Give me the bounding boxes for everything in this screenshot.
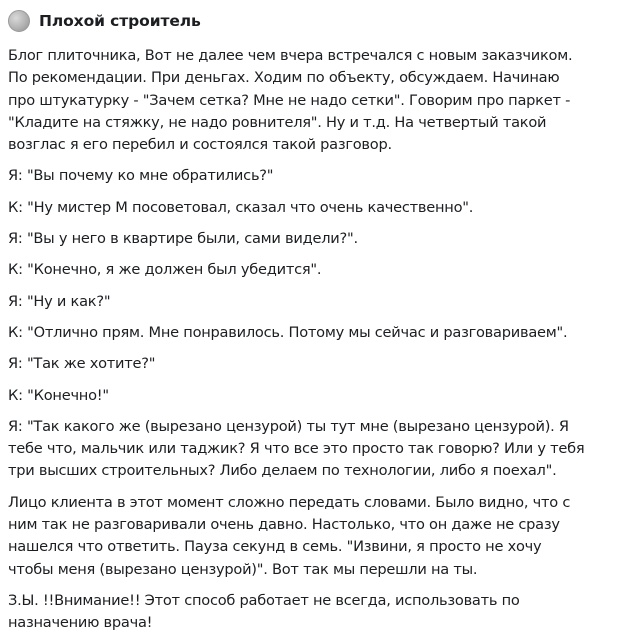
text-line: Я: "Так какого же (вырезано цензурой) ты тут мне (вырезано цензурой). Я — [8, 417, 569, 435]
text-line: чтобы меня (вырезано цензурой)". Вот так мы перешли на ты. — [8, 560, 478, 578]
text-line: Блог плиточника, Вот не далее чем вчера встречался с новым заказчиком. — [8, 47, 573, 64]
post-paragraph — [8, 590, 638, 635]
author-name[interactable]: Плохой строитель — [39, 12, 201, 30]
text-line: К: "Ну мистер М посоветовал, сказал что очень качественно". — [8, 198, 474, 216]
text-line: З.Ы. !!Внимание!! Этот способ работает не всегда, использовать по — [8, 591, 520, 609]
text-line: про штукатурку - "Зачем сетка? Мне не надо сетки". Говорим про паркет - — [8, 91, 571, 109]
text-line: тебе что, мальчик или таджик? Я что все это просто так говорю? Или у тебя — [8, 440, 585, 458]
post-paragraph — [8, 259, 638, 281]
text-line: Я: "Ну и как?" — [8, 292, 111, 310]
text-line: "Кладите на стяжку, не надо ровнителя". Ну и т.д. На четвертый такой — [8, 113, 547, 131]
text-line: К: "Конечно, я же должен был убедится". — [8, 261, 322, 279]
avatar[interactable] — [8, 10, 30, 32]
text-line: нашелся что ответить. Пауза секунд в семь. "Извини, я просто не хочу — [8, 538, 542, 556]
post-paragraph — [8, 197, 638, 219]
text-line: Лицо клиента в этот момент сложно передать словами. Было видно, что с — [8, 493, 571, 511]
text-line: возглас я его перебил и состоялся такой разговор. — [8, 136, 392, 154]
text-line: К: "Конечно!" — [8, 386, 109, 404]
text-line: По рекомендации. При деньгах. Ходим по объекту, обсуждаем. Начинаю — [8, 69, 560, 87]
text-line: три высших строительных? Либо делаем по технологии, либо я поехал". — [8, 462, 557, 480]
post-paragraph — [8, 291, 638, 313]
text-line: ним так не разговаривали очень давно. Настолько, что он даже не сразу — [8, 516, 560, 534]
text-line: К: "Отлично прям. Мне понравилось. Потому мы сейчас и разговариваем". — [8, 323, 568, 341]
post-paragraph — [8, 45, 638, 156]
post-paragraph — [8, 322, 638, 344]
text-line: Я: "Вы у него в квартире были, сами видели?". — [8, 230, 358, 248]
text-line: Я: "Вы почему ко мне обратились?" — [8, 167, 274, 185]
post-paragraph — [8, 353, 638, 375]
text-line: Я: "Так же хотите?" — [8, 355, 156, 373]
post-body — [8, 45, 638, 644]
post-paragraph — [8, 416, 638, 483]
post-paragraph — [8, 385, 638, 407]
post-paragraph — [8, 492, 638, 581]
post-paragraph — [8, 228, 638, 250]
text-line: назначению врача! — [8, 614, 153, 632]
post-header — [8, 8, 201, 34]
post-paragraph — [8, 165, 638, 187]
